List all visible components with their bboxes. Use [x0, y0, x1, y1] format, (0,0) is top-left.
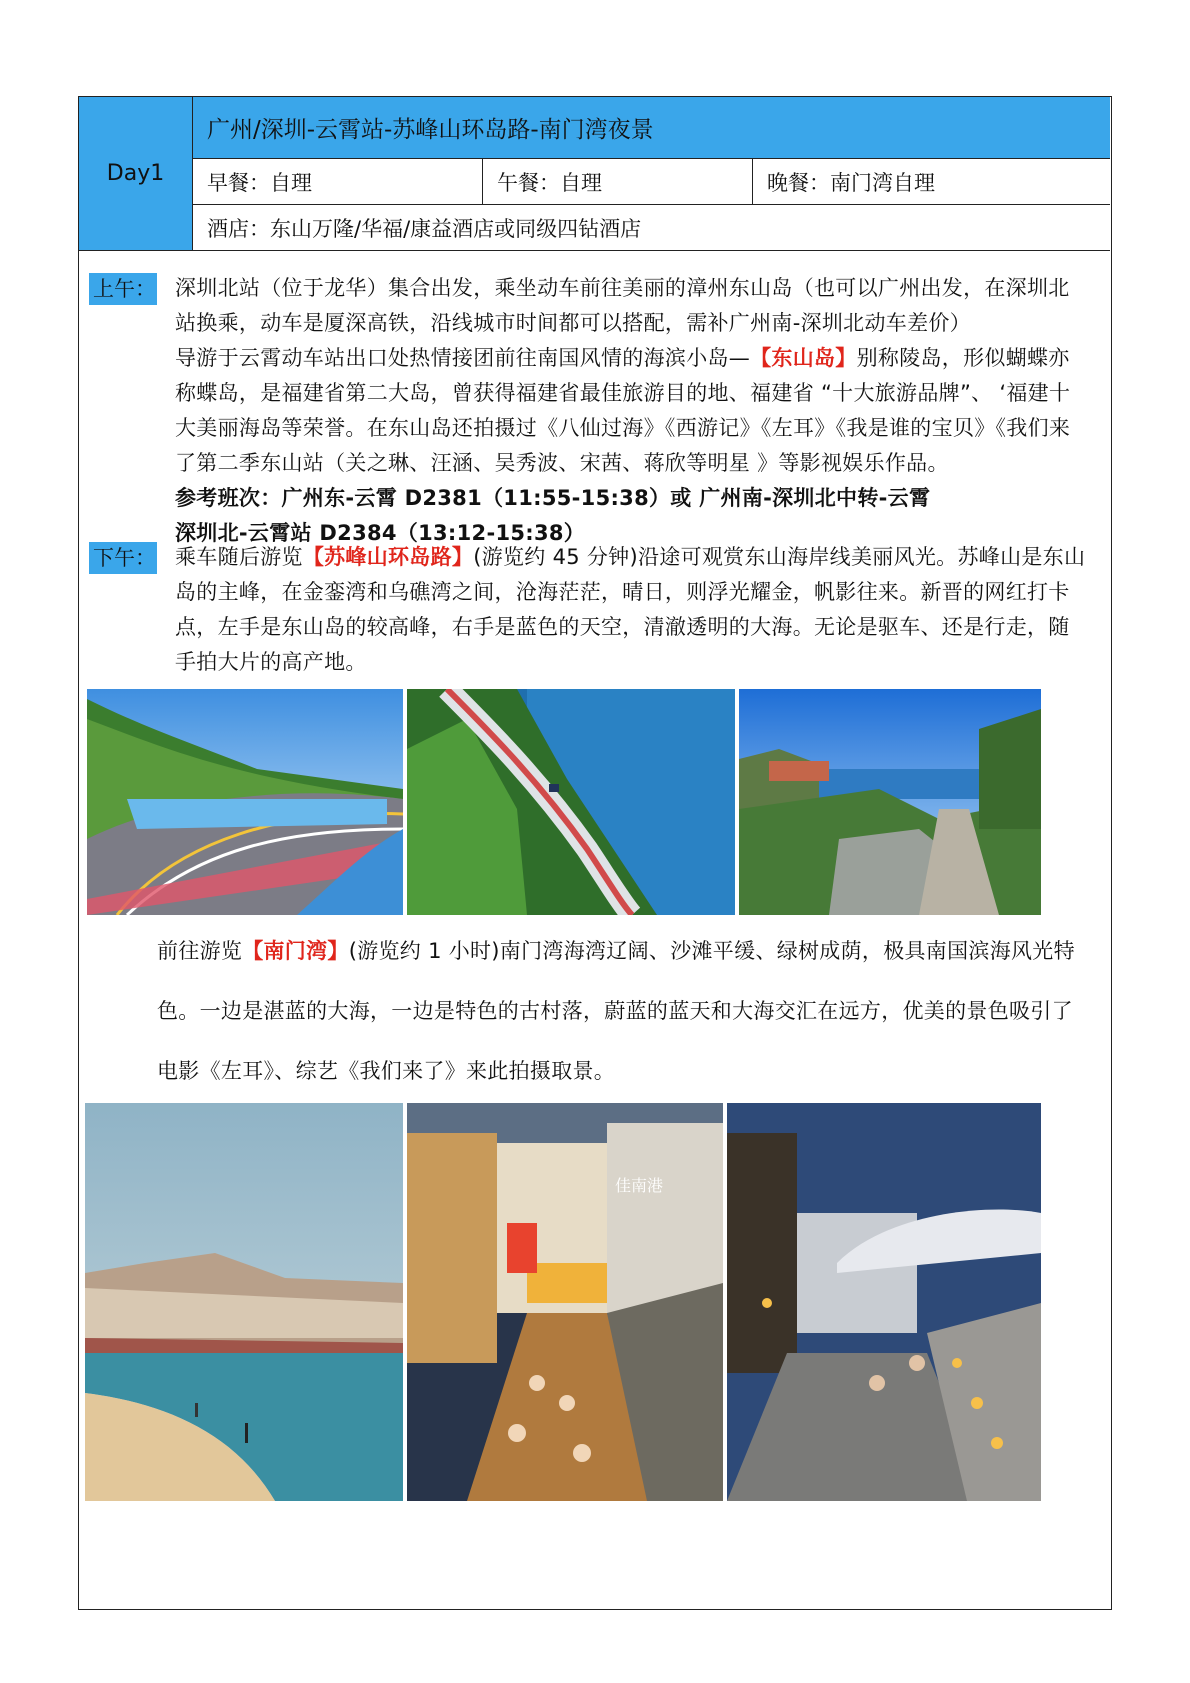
photo-nanmen-beach	[85, 1103, 403, 1501]
signboard-text: 佳南港	[615, 1176, 664, 1195]
text-span: 前往游览	[157, 939, 243, 963]
morning-tag: 上午：	[89, 273, 157, 305]
day-label: Day1	[79, 97, 193, 251]
nanmen-highlight: 【南门湾】	[242, 939, 349, 963]
dongshan-highlight: 【东山岛】	[750, 346, 857, 370]
afternoon-paragraph	[175, 540, 1089, 680]
photo-aerial-bridge	[407, 689, 735, 915]
day-header	[79, 97, 1110, 251]
sufeng-highlight: 【苏峰山环岛路】	[302, 545, 474, 569]
photo-night-promenade	[727, 1103, 1041, 1501]
photo-seaside-path	[739, 689, 1041, 915]
text-span: (游览约 45 分钟)沿途可观赏东山海岸线美丽风光。苏峰山是东山岛的主峰，在金銮湾和乌礁湾之间，沧海茫茫，晴日，则浮光耀金，帆影往来。新晋的网红打卡点，左手是东山岛的较高峰，右手是蓝色的天空，清澈透明的大海。无论是驱车、还是行走，随手拍大片的高产地。	[175, 545, 1086, 674]
morning-paragraph-1: 深圳北站（位于龙华）集合出发，乘坐动车前往美丽的漳州东山岛（也可以广州出发，在深圳北站换乘，动车是厦深高铁，沿线城市时间都可以搭配，需补广州南-深圳北动车差价）	[175, 276, 1070, 335]
dinner-cell: 晚餐：南门湾自理	[753, 159, 1110, 205]
morning-paragraph-2	[175, 341, 1089, 481]
afternoon-section	[175, 540, 1089, 680]
morning-section	[175, 271, 1089, 551]
route-title: 广州/深圳-云霄站-苏峰山环岛路-南门湾夜景	[193, 97, 1110, 159]
photo-coastal-road	[87, 689, 403, 915]
train-line-1: 参考班次：广州东-云霄 D2381（11:55-15:38）或 广州南-深圳北中转-云霄	[175, 486, 931, 510]
text-span: 别称陵岛，形似蝴蝶亦称蝶岛，是福建省第二大岛，曾获得福建省最佳旅游目的地、福建省 “十大旅游品牌”、 ‘福建十大美丽海岛等荣誉。在东山岛还拍摄过《八仙过海》《西游记》《左耳》《我是谁的宝贝》《我们来了第二季东山站（关之琳、汪涵、吴秀波、宋茜、蒋欣等明星 》等影视娱乐作品。	[175, 346, 1071, 475]
hotel-cell: 酒店：东山万隆/华福/康益酒店或同级四钻酒店	[193, 205, 1110, 251]
itinerary-frame	[78, 96, 1112, 1610]
lunch-cell: 午餐：自理	[483, 159, 753, 205]
text-span: 导游于云霄动车站出口处热情接团前往南国风情的海滨小岛—	[175, 346, 751, 370]
nanmen-section	[157, 921, 1089, 1101]
text-span: (游览约 1 小时)南门湾海湾辽阔、沙滩平缓、绿树成荫，极具南国滨海风光特色。一边是湛蓝的大海，一边是特色的古村落，蔚蓝的蓝天和大海交汇在远方，优美的景色吸引了电影《左耳》、综艺《我们来了》来此拍摄取景。	[157, 939, 1075, 1083]
train-line-2: 深圳北-云霄站 D2384（13:12-15:38）	[175, 521, 586, 545]
afternoon-tag: 下午：	[89, 542, 157, 574]
text-span: 乘车随后游览	[175, 545, 303, 569]
photo-night-street	[407, 1103, 723, 1501]
breakfast-cell: 早餐：自理	[193, 159, 483, 205]
